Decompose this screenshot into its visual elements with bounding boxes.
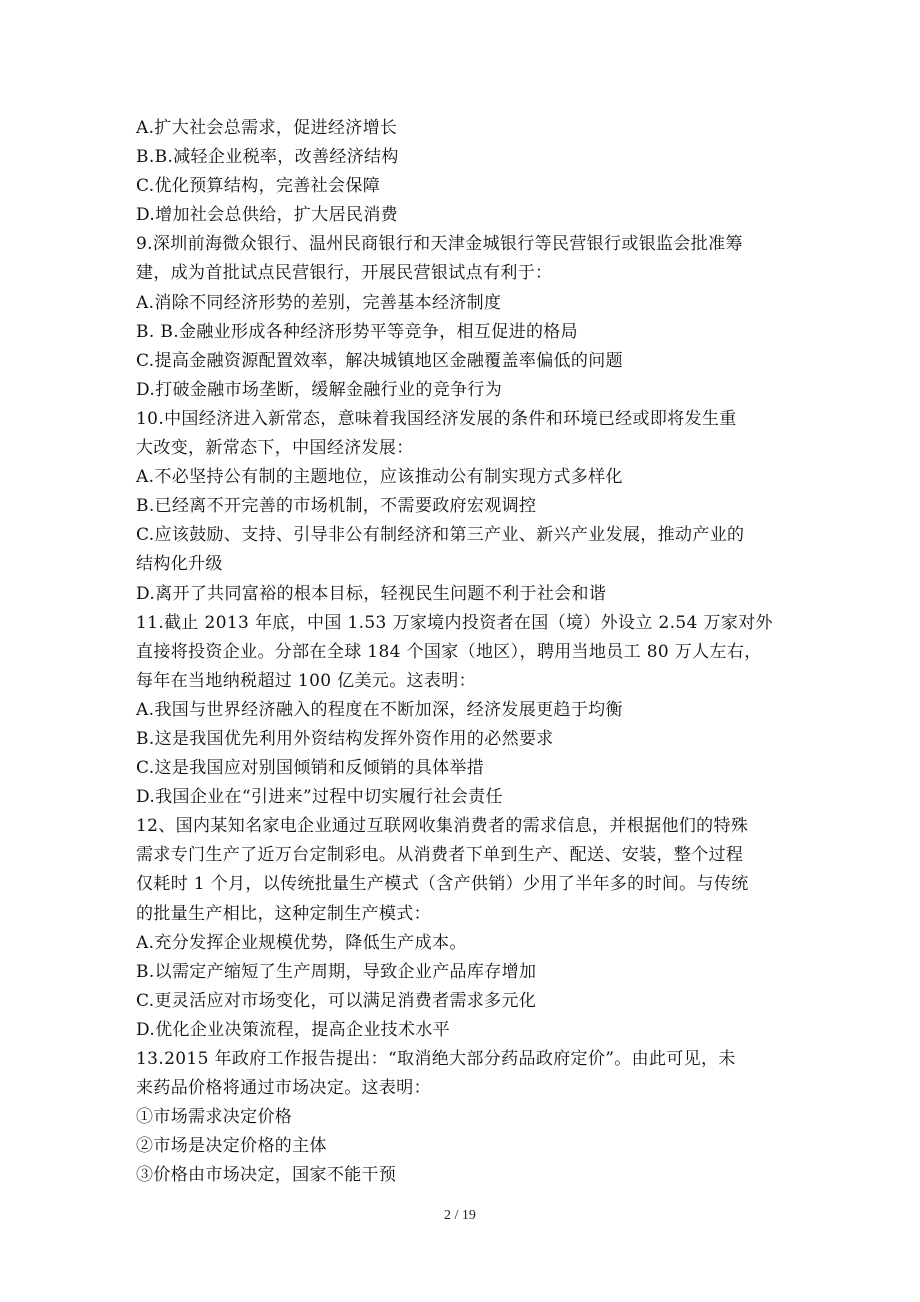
page-number: 2 / 19 (444, 1208, 476, 1223)
text-line: B.以需定产缩短了生产周期，导致企业产品库存增加 (136, 961, 537, 982)
text-line: C.优化预算结构，完善社会保障 (136, 176, 381, 197)
question-11-line: 11.截止 2013 年底，中国 1.53 万家境内投资者在国（境）外设立 2.54 万家对外 (136, 612, 773, 633)
text-line: ③价格由市场决定，国家不能干预 (136, 1165, 397, 1186)
question-12-line: 12、国内某知名家电企业通过互联网收集消费者的需求信息，并根据他们的特殊 (136, 816, 749, 837)
text-line: B.这是我国优先利用外资结构发挥外资作用的必然要求 (136, 728, 554, 749)
text-line: C.更灵活应对市场变化，可以满足消费者需求多元化 (136, 990, 537, 1011)
text-line: A.充分发挥企业规模优势，降低生产成本。 (136, 932, 467, 953)
text-line: B.已经离不开完善的市场机制，不需要政府宏观调控 (136, 496, 537, 517)
text-line: D.优化企业决策流程，提高企业技术水平 (136, 1019, 451, 1040)
text-line: ①市场需求决定价格 (136, 1107, 293, 1128)
text-line: 大改变，新常态下，中国经济发展： (136, 438, 414, 459)
text-line: C.应该鼓励、支持、引导非公有制经济和第三产业、新兴产业发展，推动产业的 (136, 525, 745, 546)
question-9-line: 9.深圳前海微众银行、温州民商银行和天津金城银行等民营银行或银监会批准筹 (136, 234, 743, 255)
text-line: 需求专门生产了近万台定制彩电。从消费者下单到生产、配送、安装，整个过程 (136, 845, 744, 866)
text-line: D.离开了共同富裕的根本目标，轻视民生问题不利于社会和谐 (136, 583, 607, 604)
text-line: ②市场是决定价格的主体 (136, 1136, 327, 1157)
question-13-line: 13.2015 年政府工作报告提出：“取消绝大部分药品政府定价”。由此可见，未 (136, 1049, 736, 1069)
text-line: 结构化升级 (136, 554, 223, 575)
text-line: A.我国与世界经济融入的程度在不断加深，经济发展更趋于均衡 (136, 699, 623, 720)
text-line: A.消除不同经济形势的差别，完善基本经济制度 (136, 292, 502, 313)
text-line: 仅耗时 1 个月，以传统批量生产模式（含产供销）少用了半年多的时间。与传统 (136, 874, 749, 895)
text-line: B. B.金融业形成各种经济形势平等竞争，相互促进的格局 (136, 321, 578, 342)
text-line: D.我国企业在“引进来”过程中切实履行社会责任 (136, 787, 503, 808)
text-line: D.打破金融市场垄断，缓解金融行业的竞争行为 (136, 379, 503, 400)
text-line: A.扩大社会总需求，促进经济增长 (136, 118, 398, 138)
text-line: 直接将投资企业。分部在全球 184 个国家（地区），聘用当地员工 80 万人左右， (136, 641, 762, 662)
text-line: 来药品价格将通过市场决定。这表明： (136, 1078, 431, 1099)
text-line: 的批量生产相比，这种定制生产模式： (136, 903, 431, 924)
text-line: 建，成为首批试点民营银行，开展民营银试点有利于： (136, 263, 553, 284)
document-body (136, 114, 782, 1190)
text-line: 每年在当地纳税超过 100 亿美元。这表明： (136, 670, 476, 691)
question-10-line: 10.中国经济进入新常态，意味着我国经济发展的条件和环境已经或即将发生重 (136, 408, 737, 429)
text-line: A.不必坚持公有制的主题地位，应该推动公有制实现方式多样化 (136, 467, 623, 488)
text-line: D.增加社会总供给，扩大居民消费 (136, 205, 399, 226)
text-line: B.B.减轻企业税率，改善经济结构 (136, 147, 399, 168)
text-line: C.这是我国应对别国倾销和反倾销的具体举措 (136, 758, 485, 779)
text-line: C.提高金融资源配置效率，解决城镇地区金融覆盖率偏低的问题 (136, 350, 623, 371)
